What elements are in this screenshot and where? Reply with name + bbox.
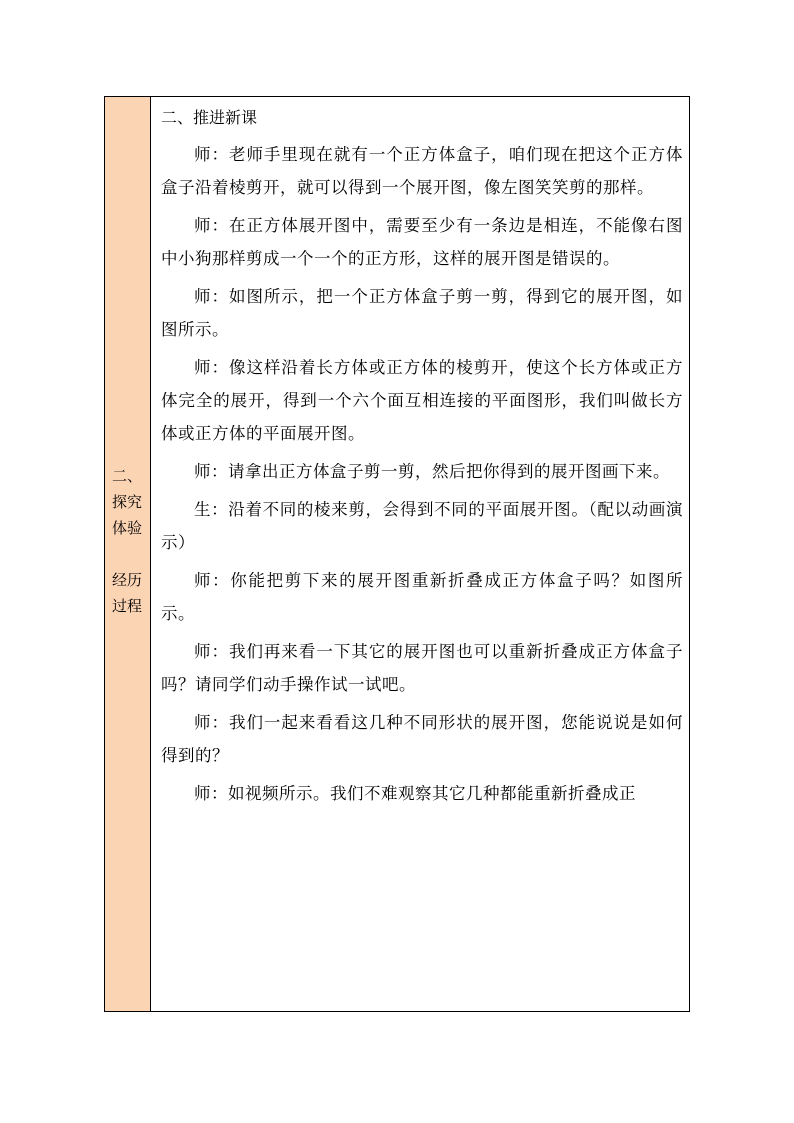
section-title: 二、推进新课 [161,108,258,127]
paragraph: 师：老师手里现在就有一个正方体盒子，咱们现在把这个正方体盒子沿着棱剪开，就可以得到一个展开图，像左图笑笑剪的那样。 [161,145,683,197]
stage-label-line: 体验 [112,519,143,537]
stage-label-line: 过程 [112,597,143,615]
paragraph: 师：如视频所示。我们不难观察其它几种都能重新折叠成正 [194,784,636,803]
stage-label-line: 二、 [112,467,143,485]
paragraph: 师：我们再来看一下其它的展开图也可以重新折叠成正方体盒子吗？请同学们动手操作试一试吧。 [161,642,683,694]
stage-label-line: 经历 [112,571,143,589]
lesson-table [104,96,690,1012]
paragraph: 师：我们一起来看看这几种不同形状的展开图，您能说说是如何得到的？ [161,713,683,765]
paragraph: 师：你能把剪下来的展开图重新折叠成正方体盒子吗？如图所示。 [161,571,683,623]
content-column [151,97,689,1011]
stage-column [105,97,151,1011]
stage-label-line: 探究 [112,493,143,511]
paragraph: 师：在正方体展开图中，需要至少有一条边是相连，不能像右图中小狗那样剪成一个一个的正方形，这样的展开图是错误的。 [161,216,683,268]
paragraph: 师：如图所示，把一个正方体盒子剪一剪，得到它的展开图，如图所示。 [161,287,683,339]
paragraph: 师：请拿出正方体盒子剪一剪，然后把你得到的展开图画下来。 [194,462,670,481]
paragraph: 生：沿着不同的棱来剪，会得到不同的平面展开图。（配以动画演示） [161,500,683,552]
stage-label-spacer [112,541,142,567]
stage-label [112,463,142,619]
paragraph: 师：像这样沿着长方体或正方体的棱剪开，使这个长方体或正方体完全的展开，得到一个六个面互相连接的平面图形，我们叫做长方体或正方体的平面展开图。 [161,358,683,443]
